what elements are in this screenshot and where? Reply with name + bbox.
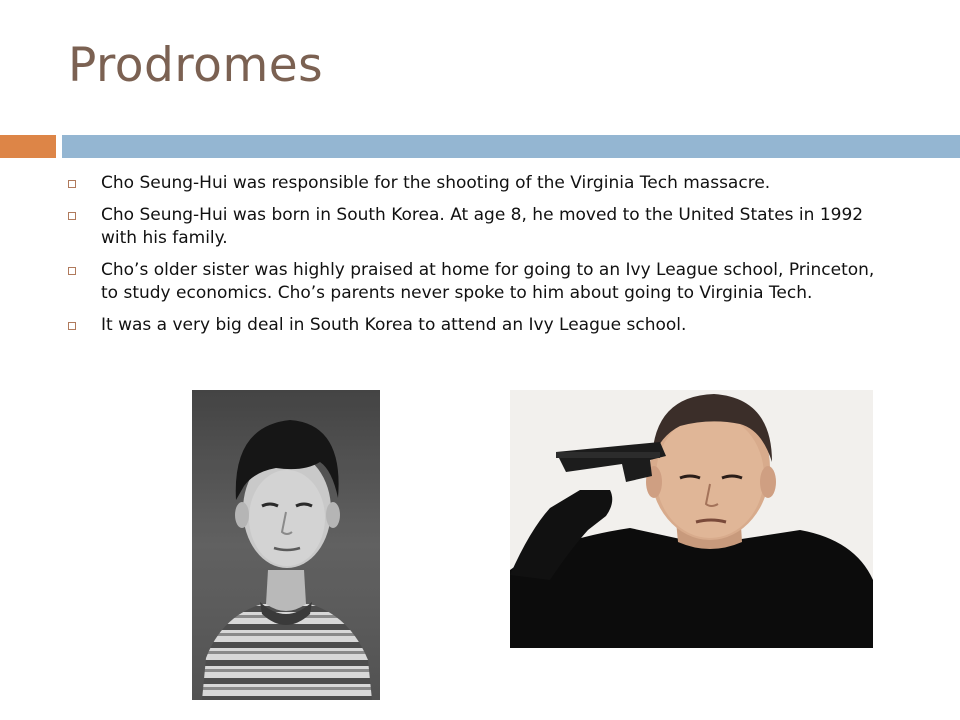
square-bullet-icon [68,322,76,330]
bullet-text: Cho Seung-Hui was responsible for the shooting of the Virginia Tech massacre. [101,173,771,193]
bullet-item [68,314,888,337]
bullet-item [68,259,888,305]
yearbook-photo [192,390,380,700]
bullet-item [68,172,888,195]
slide-title: Prodromes [68,38,324,93]
title-accent-bar-blue [62,135,960,158]
portrait-photo [510,390,873,648]
bullet-text: It was a very big deal in South Korea to attend an Ivy League school. [101,315,687,335]
bullet-text: Cho Seung-Hui was born in South Korea. At age 8, he moved to the United States in 1992 with his family. [101,205,864,248]
bullet-item [68,204,888,250]
bullet-text: Cho’s older sister was highly praised at home for going to an Ivy League school, Princeton, to study economics. Cho’s parents never spoke to him about going to Virginia Tech. [101,260,875,303]
bullet-list [68,172,888,346]
square-bullet-icon [68,180,76,188]
title-accent-bar-orange [0,135,56,158]
square-bullet-icon [68,267,76,275]
square-bullet-icon [68,212,76,220]
